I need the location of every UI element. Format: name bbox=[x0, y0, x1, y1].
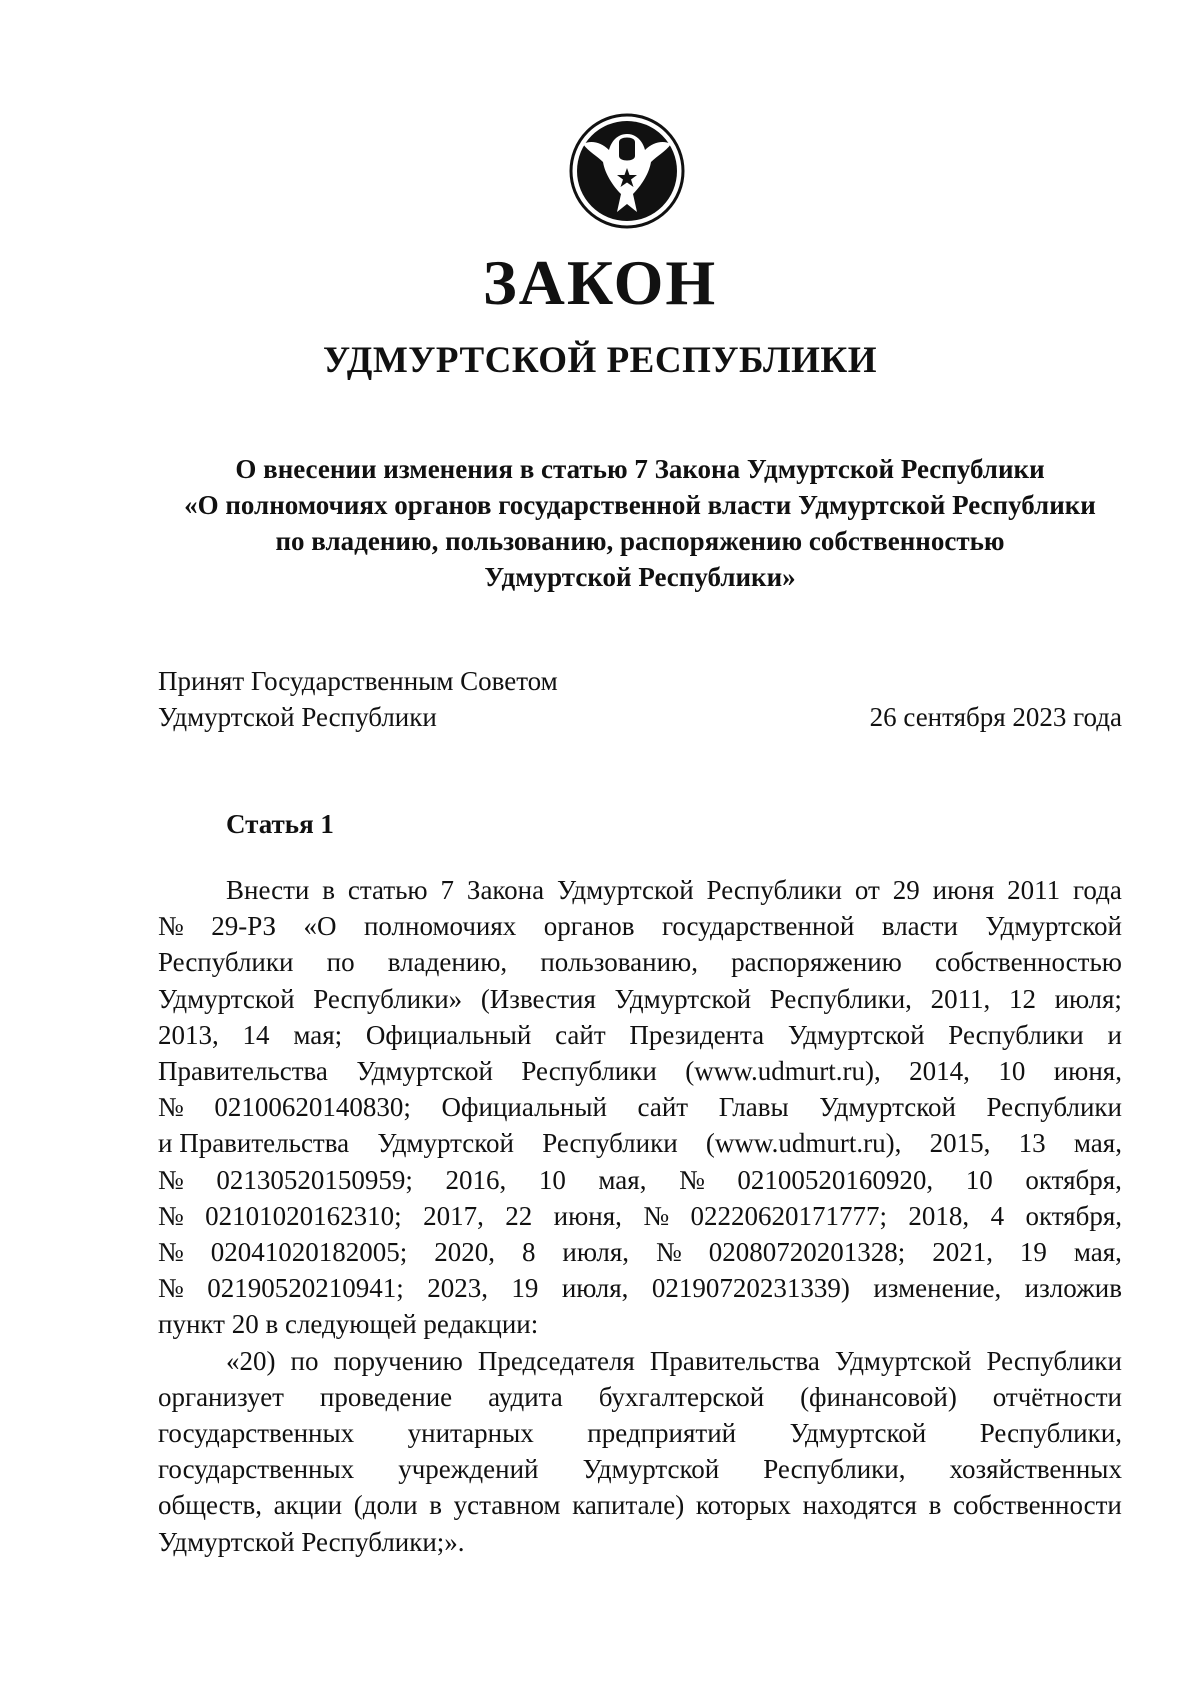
word: октября, bbox=[1025, 1164, 1122, 1195]
word: 2023, bbox=[427, 1273, 488, 1304]
word: капитале) bbox=[572, 1490, 685, 1521]
word: Официальный bbox=[441, 1092, 607, 1123]
word: Республики bbox=[542, 1128, 678, 1159]
word: владению, bbox=[387, 947, 508, 978]
word: 19 bbox=[1019, 1237, 1047, 1268]
word: 10 bbox=[538, 1164, 566, 1195]
word: № bbox=[643, 1200, 670, 1231]
law-heading-line: «О полномочиях органов государственной власти Удмуртской Республики bbox=[184, 490, 1096, 520]
word: (www.udmurt.ru), bbox=[685, 1056, 881, 1087]
word: в bbox=[429, 1490, 442, 1521]
paragraph-line bbox=[158, 1487, 1122, 1523]
udmurt-emblem-icon bbox=[567, 112, 687, 230]
word: Республики, bbox=[979, 1418, 1122, 1449]
word: (финансовой) bbox=[800, 1381, 957, 1412]
word: государственных bbox=[158, 1418, 355, 1449]
word: 02130520150959; bbox=[216, 1164, 413, 1195]
word: Удмуртской bbox=[819, 1092, 956, 1123]
word: (доли bbox=[353, 1490, 418, 1521]
word: Республики bbox=[521, 1056, 657, 1087]
word: 10 bbox=[998, 1056, 1026, 1087]
word: государственных bbox=[158, 1454, 355, 1485]
word: 2017, bbox=[423, 1200, 484, 1231]
word: Правительства bbox=[649, 1345, 820, 1376]
word: органов bbox=[543, 911, 635, 942]
law-heading bbox=[150, 451, 1130, 595]
word: изложив bbox=[1024, 1273, 1122, 1304]
word: № bbox=[679, 1164, 705, 1195]
word: 29-РЗ bbox=[211, 911, 277, 942]
adoption-block bbox=[158, 663, 558, 735]
word: октября, bbox=[1025, 1200, 1122, 1231]
word: организует bbox=[158, 1381, 284, 1412]
word: уставном bbox=[453, 1490, 561, 1521]
word: изменение, bbox=[873, 1273, 1002, 1304]
word: Удмуртской bbox=[356, 1056, 493, 1087]
paragraph-line bbox=[158, 1125, 1122, 1161]
law-heading-line: О внесении изменения в статью 7 Закона Удмуртской Республики bbox=[235, 454, 1045, 484]
paragraph-line bbox=[158, 981, 1122, 1017]
word: предприятий bbox=[587, 1418, 737, 1449]
word: в bbox=[928, 1490, 942, 1521]
word: 2018, bbox=[908, 1200, 970, 1231]
paragraph-line bbox=[158, 1451, 1122, 1487]
word: июня, bbox=[1053, 1056, 1122, 1087]
law-heading-line: Удмуртской Республики» bbox=[484, 562, 796, 592]
word: № bbox=[158, 1164, 184, 1195]
word: (www.udmurt.ru), bbox=[705, 1128, 902, 1159]
word: Удмуртской bbox=[158, 983, 295, 1014]
word: 10 bbox=[965, 1164, 993, 1195]
word: 02041020182005; bbox=[210, 1237, 408, 1268]
paragraph-line bbox=[158, 944, 1122, 980]
word: поручению bbox=[333, 1345, 463, 1376]
word: 14 bbox=[242, 1019, 270, 1050]
word: мая, bbox=[598, 1164, 647, 1195]
word: Президента bbox=[629, 1019, 765, 1050]
word: «О bbox=[303, 911, 337, 942]
word: Закона bbox=[466, 875, 545, 905]
word: Удмуртской bbox=[557, 875, 694, 905]
paragraph-line: пункт 20 в следующей редакции: bbox=[158, 1309, 539, 1340]
word: № bbox=[655, 1237, 682, 1268]
word: (Известия bbox=[480, 983, 596, 1014]
word: сайт bbox=[555, 1019, 606, 1050]
word: июля, bbox=[561, 1273, 629, 1304]
word: Удмуртской bbox=[789, 1418, 927, 1449]
word: 2016, bbox=[445, 1164, 507, 1195]
word: Удмуртской bbox=[985, 911, 1122, 942]
word: аудита bbox=[488, 1381, 563, 1412]
word: Удмуртской bbox=[614, 983, 752, 1014]
word: Республики bbox=[706, 875, 842, 905]
word: 02100620140830; bbox=[214, 1092, 411, 1123]
word: 02190720231339) bbox=[651, 1273, 850, 1304]
word: Республики bbox=[158, 947, 294, 978]
word: обществ, bbox=[158, 1490, 262, 1521]
law-heading-line: по владению, пользованию, распоряжению собственностью bbox=[275, 526, 1005, 556]
paragraph-line bbox=[158, 1162, 1122, 1198]
paragraph-line bbox=[158, 1089, 1122, 1125]
article-title: Статья 1 bbox=[226, 809, 334, 839]
word: 02220620171777; bbox=[690, 1200, 887, 1231]
paragraph-line bbox=[158, 1198, 1122, 1234]
word: которых bbox=[695, 1490, 791, 1521]
word: сайт bbox=[637, 1092, 689, 1123]
paragraph-line bbox=[158, 1053, 1122, 1089]
word: Республики, bbox=[769, 983, 912, 1014]
word: 22 bbox=[505, 1200, 533, 1231]
word: 2020, bbox=[434, 1237, 495, 1268]
word: мая, bbox=[1073, 1128, 1122, 1159]
word: Удмуртской bbox=[582, 1454, 720, 1485]
word: мая, bbox=[1073, 1237, 1122, 1268]
paragraph-line bbox=[158, 1415, 1122, 1451]
word: Республики bbox=[986, 1092, 1122, 1123]
paragraph-1 bbox=[158, 872, 1122, 1306]
paragraph-line bbox=[158, 1017, 1122, 1053]
paragraph-line bbox=[158, 1270, 1122, 1306]
word: акции bbox=[273, 1490, 343, 1521]
paragraph-line bbox=[158, 872, 1122, 908]
word: по bbox=[290, 1345, 319, 1376]
adoption-line: Удмуртской Республики bbox=[158, 702, 437, 732]
word: июля, bbox=[562, 1237, 629, 1268]
word: Республики» bbox=[313, 983, 463, 1014]
word: учреждений bbox=[398, 1454, 539, 1485]
word: статью bbox=[347, 875, 428, 905]
word: Республики bbox=[948, 1019, 1084, 1050]
word: собственностью bbox=[935, 947, 1122, 978]
paragraph-2 bbox=[158, 1343, 1122, 1524]
word: № bbox=[158, 1273, 184, 1304]
document-subtitle: УДМУРТСКОЙ РЕСПУБЛИКИ bbox=[322, 340, 878, 381]
word: Удмуртской bbox=[834, 1345, 972, 1376]
word: Председателя bbox=[477, 1345, 635, 1376]
word: Удмуртской bbox=[787, 1019, 925, 1050]
word: 13 bbox=[1018, 1128, 1046, 1159]
paragraph-line bbox=[158, 1379, 1122, 1415]
word: проведение bbox=[319, 1381, 453, 1412]
document-title: ЗАКОН bbox=[482, 247, 718, 318]
word: 02100520160920, bbox=[737, 1164, 934, 1195]
word: по bbox=[326, 947, 355, 978]
word: 2013, bbox=[158, 1019, 219, 1050]
word: 2011 bbox=[1007, 875, 1061, 905]
word: Республики, bbox=[763, 1454, 906, 1485]
adoption-date: 26 сентября 2023 года bbox=[869, 702, 1122, 732]
word: 2014, bbox=[909, 1056, 970, 1087]
word: в bbox=[322, 875, 336, 905]
word: 02101020162310; bbox=[205, 1200, 402, 1231]
word: № bbox=[158, 1237, 184, 1268]
word: собственности bbox=[953, 1490, 1122, 1521]
paragraph-line: Удмуртской Республики;». bbox=[158, 1526, 465, 1557]
word: «20) bbox=[226, 1345, 276, 1376]
word: 12 bbox=[1008, 983, 1036, 1014]
word: года bbox=[1072, 875, 1122, 905]
paragraph-line bbox=[158, 908, 1122, 944]
adoption-line: Принят Государственным Советом bbox=[158, 666, 558, 696]
word: 2015, bbox=[929, 1128, 991, 1159]
word: и bbox=[1107, 1019, 1122, 1050]
word: Республики bbox=[986, 1345, 1122, 1376]
word: бухгалтерской bbox=[598, 1381, 765, 1412]
word: № bbox=[158, 1092, 184, 1123]
word: 2021, bbox=[932, 1237, 993, 1268]
word: хозяйственных bbox=[949, 1454, 1122, 1485]
word: находятся bbox=[802, 1490, 917, 1521]
word: № bbox=[158, 911, 184, 942]
word: Удмуртской bbox=[377, 1128, 514, 1159]
word: Официальный bbox=[365, 1019, 532, 1050]
word: 02190520210941; bbox=[207, 1273, 404, 1304]
word: власти bbox=[881, 911, 958, 942]
word: и Правительства bbox=[158, 1128, 350, 1159]
word: 4 bbox=[990, 1200, 1005, 1231]
word: полномочиях bbox=[363, 911, 517, 942]
word: от bbox=[854, 875, 880, 905]
word: 7 bbox=[440, 875, 455, 905]
word: 19 bbox=[511, 1273, 539, 1304]
word: июня, bbox=[553, 1200, 622, 1231]
word: отчётности bbox=[992, 1381, 1122, 1412]
word: унитарных bbox=[407, 1418, 534, 1449]
word: июля; bbox=[1054, 983, 1122, 1014]
word: 2011, bbox=[930, 983, 991, 1014]
word: 29 bbox=[892, 875, 920, 905]
word: 02080720201328; bbox=[708, 1237, 906, 1268]
word: № bbox=[158, 1200, 184, 1231]
article-body bbox=[158, 872, 1122, 1560]
word: Правительства bbox=[158, 1056, 328, 1087]
word: государственной bbox=[661, 911, 855, 942]
word: июня bbox=[932, 875, 995, 905]
word: мая; bbox=[293, 1019, 343, 1050]
paragraph-line bbox=[158, 1343, 1122, 1379]
word: 8 bbox=[521, 1237, 536, 1268]
paragraph-line bbox=[158, 1234, 1122, 1270]
word: Главы bbox=[718, 1092, 789, 1123]
word: распоряжению bbox=[731, 947, 902, 978]
word: Внести bbox=[226, 875, 310, 905]
word: пользованию, bbox=[540, 947, 698, 978]
